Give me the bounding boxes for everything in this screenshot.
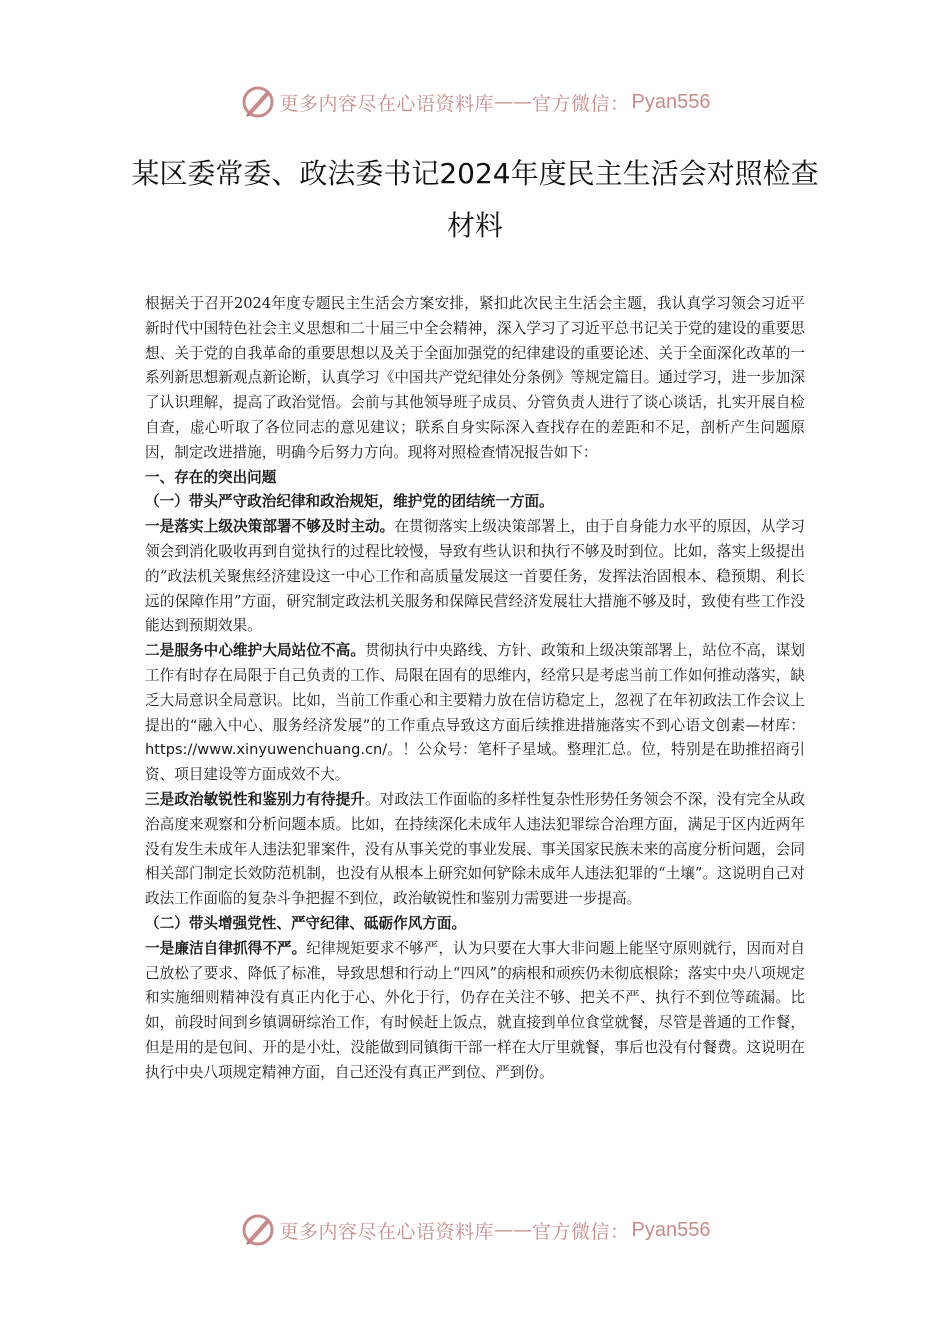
pen-circle-logo-icon [240, 1212, 276, 1248]
paragraph-4-lead: 一是廉洁自律抓得不严。 [145, 939, 307, 957]
watermark-official: 官方微信： [532, 1220, 630, 1243]
subsection-heading-1: （一）带头严守政治纪律和政治规矩，维护党的团结统一方面。 [145, 493, 554, 511]
intro-paragraph: 根据关于召开2024年度专题民主生活会方案安排，紧扣此次民主生活会主题，我认真学习领会习近平新时代中国特色社会主义思想和二十届三中全会精神，深入学习了习近平总书记关于党的建设的重要思想、关于党的自我革命的重要思想以及关于全面加强党的纪律建设的重要论述、关于全面深化改革的一系列新思想新观点新论断，认真学习《中国共产党纪律处分条例》等规定篇目。通过学习，进一步加深了认识理解，提高了政治觉悟。会前与其他领导班子成员、分管负责人进行了谈心谈话，扎实开展自检自查，虚心听取了各位同志的意见建议；联系自身实际深入查找存在的差距和不足，剖析产生问题原因，制定改进措施，明确今后努力方向。现将对照检查情况报告如下： [145, 295, 805, 461]
watermark-separator: —— [494, 1219, 533, 1241]
paragraph-2-body: 贯彻执行中央路线、方针、政策和上级决策部署上，站位不高，谋划工作有时存在局限于自己负责的工作、局限在固有的思维内，经常只是考虑当前工作如何推动落实，缺乏大局意识全局意识。比如，当前工作重心和主要精力放在信访稳定上，忽视了在年初政法工作会议上提出的“融入中心、服务经济发展”的工作重点导致这方面后续推进措施落实不到心语文创素—材库： [145, 642, 805, 734]
watermark-wechat-id: Pyan556 [631, 1218, 711, 1241]
paragraph-2-lead: 二是服务中心维护大局站位不高。 [145, 642, 366, 660]
watermark-banner-top [0, 80, 950, 124]
paragraph-4 [145, 937, 805, 1086]
pen-circle-logo-icon [240, 84, 276, 120]
paragraph-3-lead: 三是政治敏锐性和鉴别力有待提升 [145, 790, 366, 808]
paragraph-1-lead: 一是落实上级决策部署不够及时主动。 [145, 518, 395, 536]
watermark-separator: —— [494, 91, 533, 113]
paragraph-2 [145, 639, 805, 788]
paragraph-2-tail: 。！公众号：笔杆子星域。整理汇总。位，特别是在助推招商引资、项目建设等方面成效不大。 [145, 741, 805, 784]
document-title: 某区委常委、政法委书记2024年度民主生活会对照检查材料 [131, 157, 819, 242]
paragraph-1-body: 在贯彻落实上级决策部署上，由于自身能力水平的原因，从学习领会到消化吸收再到自觉执行的过程比较慢，导致有些认识和执行不够及时到位。比如，落实上级提出的“政法机关聚焦经济建设这一中心工作和高质量发展这一首要任务，发挥法治固根本、稳预期、利长远的保障作用”方面，研究制定政法机关服务和保障民营经济发展壮大措施不够及时，致使有些工作没能达到预期效果。 [145, 518, 805, 635]
paragraph-2-url: https://www.xinyuwenchuang.cn/ [145, 741, 388, 759]
paragraph-3 [145, 788, 805, 912]
watermark-wechat-id: Pyan556 [631, 90, 711, 113]
watermark-text: 更多内容尽在心语资料库 [279, 1220, 495, 1243]
watermark-text: 更多内容尽在心语资料库 [279, 92, 495, 115]
paragraph-3-body: 。对政法工作面临的多样性复杂性形势任务领会不深，没有完全从政治高度来观察和分析问题本质。比如，在持续深化未成年人违法犯罪综合治理方面，满足于区内近两年没有发生未成年人违法犯罪案件，没有从事关党的事业发展、事关国家民族未来的高度分析问题，会同相关部门制定长效防范机制，也没有从根本上研究如何铲除未成年人违法犯罪的“土壤”。这说明自己对政法工作面临的复杂斗争把握不到位，政治敏锐性和鉴别力需要进一步提高。 [145, 790, 805, 908]
section-heading-1: 一、存在的突出问题 [145, 468, 277, 486]
paragraph-1 [145, 515, 805, 639]
subsection-heading-2: （二）带头增强党性、严守纪律、砥砺作风方面。 [145, 914, 467, 932]
paragraph-4-body: 纪律规矩要求不够严，认为只要在大事大非问题上能坚守原则就行，因而对自己放松了要求、降低了标准，导致思想和行动上“四风”的病根和顽疾仍未彻底根除；落实中央八项规定和实施细则精神没有真正内化于心、外化于行，仍存在关注不够、把关不严、执行不到位等疏漏。比如，前段时间到乡镇调研综治工作，有时候赶上饭点，就直接到单位食堂就餐，尽管是普通的工作餐，但是用的是包间、开的是小灶，没能做到同镇街干部一样在大厅里就餐，事后也没有付餐费。这说明在执行中央八项规定精神方面，自己还没有真正严到位、严到份。 [145, 939, 805, 1081]
watermark-banner-bottom [0, 1208, 950, 1252]
document-body [145, 292, 805, 1086]
watermark-official: 官方微信： [532, 92, 630, 115]
